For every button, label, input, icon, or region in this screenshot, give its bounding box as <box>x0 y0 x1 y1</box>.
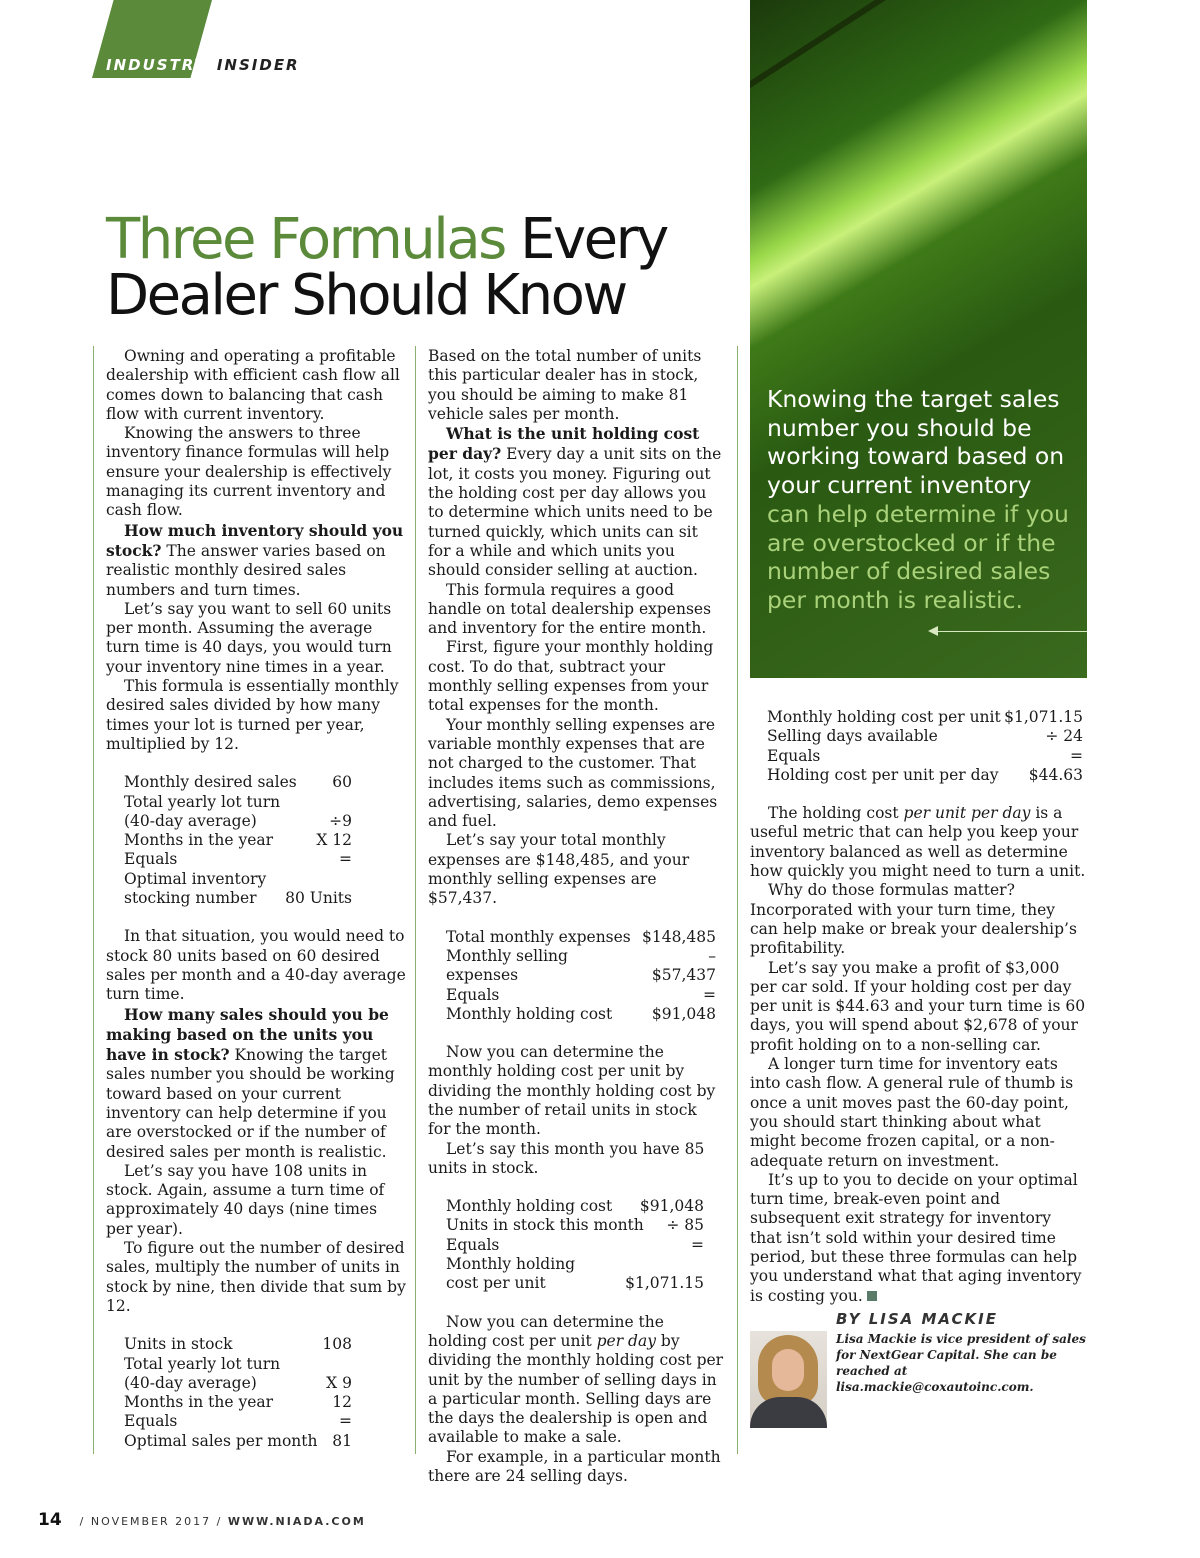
paragraph: In that situation, you would need to stock 80 units based on 60 desired sales per month and a 40-day average turn time. <box>106 927 406 1004</box>
paragraph: A longer turn time for inventory eats into cash flow. A general rule of thumb is once a unit moves past the 60-day point, you should start thinking about what might become frozen capital, or a non-adequate return on investment. <box>750 1055 1074 1170</box>
formula-row: Total monthly expenses $148,485 <box>446 927 716 946</box>
section-label-insider: INSIDER <box>216 56 300 74</box>
paragraph: Knowing the answers to three inventory finance formulas will help ensure your dealership is effectively managing its current inventory and cash flow. <box>106 424 392 520</box>
paragraph: Now you can determine the holding cost per unit per day by dividing the monthly holding cost per unit by the number of selling days in a particular month. Selling days are the days the dealership is open and available to make a sale. <box>428 1312 724 1447</box>
formula-row: Units in stock 108 <box>124 1335 352 1354</box>
formula-table-sales <box>124 1335 352 1451</box>
formula-row: Months in the year 12 <box>124 1393 352 1412</box>
paragraph: Let’s say you want to sell 60 units per month. Assuming the average turn time is 40 days, you would turn your inventory nine times in a year. <box>106 599 392 676</box>
paragraph: Let’s say you have 108 units in stock. Again, assume a turn time of approximately 40 days (nine times per year). <box>106 1161 385 1238</box>
formula-row: Optimal sales per month 81 <box>124 1431 352 1450</box>
column-1 <box>106 347 406 1470</box>
author-byline: BY LISA MACKIE <box>836 1310 999 1328</box>
formula-row: Holding cost per unit per day $44.63 <box>767 765 1083 784</box>
paragraph: This formula is essentially monthly desired sales divided by how many times your lot is turned per year, multiplied by 12. <box>106 677 399 753</box>
paragraph: Let’s say this month you have 85 units in stock. <box>428 1139 705 1177</box>
end-mark-icon <box>867 1291 877 1301</box>
formula-row: Monthly holding <box>446 1255 576 1274</box>
formula-row: Monthly holding cost per unit $1,071.15 <box>767 708 1083 726</box>
paragraph: Let’s say you make a profit of $3,000 per car sold. If your holding cost per day per unit is $44.63 and your turn time is 60 days, you will spend about $2,678 of your profit holding on to a non-selling car. <box>750 958 1086 1054</box>
article-title <box>106 207 667 328</box>
column-2 <box>428 347 724 1486</box>
page-number: 14 <box>38 1510 62 1530</box>
formula-row: (40-day average) ÷9 <box>124 811 352 830</box>
formula-row: stocking number 80 Units <box>124 889 352 908</box>
formula-row: Equals = <box>446 1235 704 1254</box>
pull-quote <box>767 385 1077 615</box>
paragraph: Based on the total number of units this particular dealer has in stock, you should be aiming to make 81 vehicle sales per month. <box>428 347 702 423</box>
formula-row: Total yearly lot turn <box>124 792 281 811</box>
formula-row: Monthly selling expenses – $57,437 <box>446 946 716 985</box>
paragraph: What is the unit holding cost per day? Every day a unit sits on the lot, it costs you money. Figuring out the holding cost per day allows you to determine which units need to be turned quickly, which units can sit for a while and which units you should consider selling at auction. <box>428 424 722 580</box>
column-rule-left <box>93 346 94 1454</box>
section-label-industry: INDUSTRY <box>106 56 207 74</box>
formula-row: Total yearly lot turn <box>124 1354 281 1373</box>
title-every: Every <box>520 207 667 272</box>
column-3 <box>750 708 1086 1306</box>
formula-row: Equals = <box>767 746 1083 765</box>
formula-row: Months in the year X 12 <box>124 831 352 850</box>
formula-row: cost per unit $1,071.15 <box>446 1274 704 1293</box>
paragraph: It’s up to you to decide on your optimal turn time, break-even point and subsequent exit strategy for inventory that isn’t sold within your desired time period, but these three formulas can help you understand what that aging inventory is costing you. <box>750 1170 1082 1305</box>
formula-row: Monthly desired sales 60 <box>124 773 352 792</box>
title-line2: Dealer Should Know <box>106 263 626 328</box>
website-link[interactable]: WWW.NIADA.COM <box>227 1515 366 1528</box>
arrow-left-icon <box>930 631 1087 632</box>
formula-table-inventory <box>124 773 352 908</box>
paragraph: How many sales should you be making based on the units you have in stock? Knowing the target sales number you should be working toward based on your current inventory can help determine if you are overstocked or if the number of desired sales per month is realistic. <box>106 1004 395 1161</box>
formula-row: (40-day average) X 9 <box>124 1373 352 1392</box>
paragraph: This formula requires a good handle on total dealership expenses and inventory for the entire month. <box>428 580 712 638</box>
formula-row: Optimal inventory <box>124 869 267 888</box>
paragraph: Let’s say your total monthly expenses are $148,485, and your monthly selling expenses are $57,437. <box>428 831 690 908</box>
formula-table-cost-per-unit <box>446 1197 704 1293</box>
formula-row: Units in stock this month ÷ 85 <box>446 1216 704 1235</box>
paragraph: For example, in a particular month there are 24 selling days. <box>428 1447 721 1486</box>
formula-table-holding-cost <box>446 928 716 1024</box>
page-footer <box>38 1510 366 1530</box>
title-green: Three Formulas <box>106 207 505 272</box>
formula-row: Selling days available ÷ 24 <box>767 727 1083 746</box>
paragraph: Owning and operating a profitable dealership with efficient cash flow all comes down to balancing that cash flow with current inventory. <box>106 347 400 423</box>
pull-quote-white: Knowing the target sales number you should be working toward based on your current inventory <box>767 385 1065 500</box>
paragraph: Now you can determine the monthly holding cost per unit by dividing the monthly holding cost by the number of retail units in stock for the month. <box>428 1043 716 1139</box>
column-rule-mid <box>415 346 416 1454</box>
issue-date: / NOVEMBER 2017 / <box>79 1515 223 1528</box>
formula-row: Monthly holding cost $91,048 <box>446 1004 716 1023</box>
paragraph: First, figure your monthly holding cost. To do that, subtract your monthly selling expenses from your total expenses for the month. <box>428 638 714 715</box>
author-avatar <box>750 1331 827 1428</box>
paragraph: To figure out the number of desired sales, multiply the number of units in stock by nine, then divide that sum by 12. <box>106 1239 406 1315</box>
paragraph: The holding cost per unit per day is a useful metric that can help you keep your inventory balanced as well as determine how quickly you might need to turn a unit. <box>750 804 1086 881</box>
formula-row: Monthly holding cost $91,048 <box>446 1197 704 1216</box>
column-rule-right <box>737 346 738 1454</box>
formula-row: Equals = <box>446 985 716 1004</box>
author-bio: Lisa Mackie is vice president of sales for NextGear Capital. She can be reached at lisa.mackie@coxautoinc.com. <box>836 1332 1086 1394</box>
question-heading: How many sales should you be making based on the units you have in stock? <box>106 1004 389 1065</box>
image-stripe <box>750 0 1087 125</box>
formula-table-per-day <box>767 708 1083 785</box>
paragraph: How much inventory should you stock? The answer varies based on realistic monthly desired sales numbers and turn times. <box>106 520 404 599</box>
pull-quote-light: can help determine if you are overstocked or if the number of desired sales per month is realistic. <box>767 499 1069 614</box>
question-heading: How much inventory should you stock? <box>106 520 404 560</box>
formula-row: Equals = <box>124 1412 352 1431</box>
paragraph: Why do those formulas matter? Incorporated with your turn time, they can help make or break your dealership’s profitability. <box>750 881 1077 958</box>
formula-row: Equals = <box>124 850 352 869</box>
question-heading: What is the unit holding cost per day? <box>428 424 700 464</box>
paragraph: Your monthly selling expenses are variable monthly expenses that are not charged to the customer. That includes items such as commissions, advertising, salaries, demo expenses and fuel. <box>428 715 718 831</box>
section-label <box>106 56 300 74</box>
